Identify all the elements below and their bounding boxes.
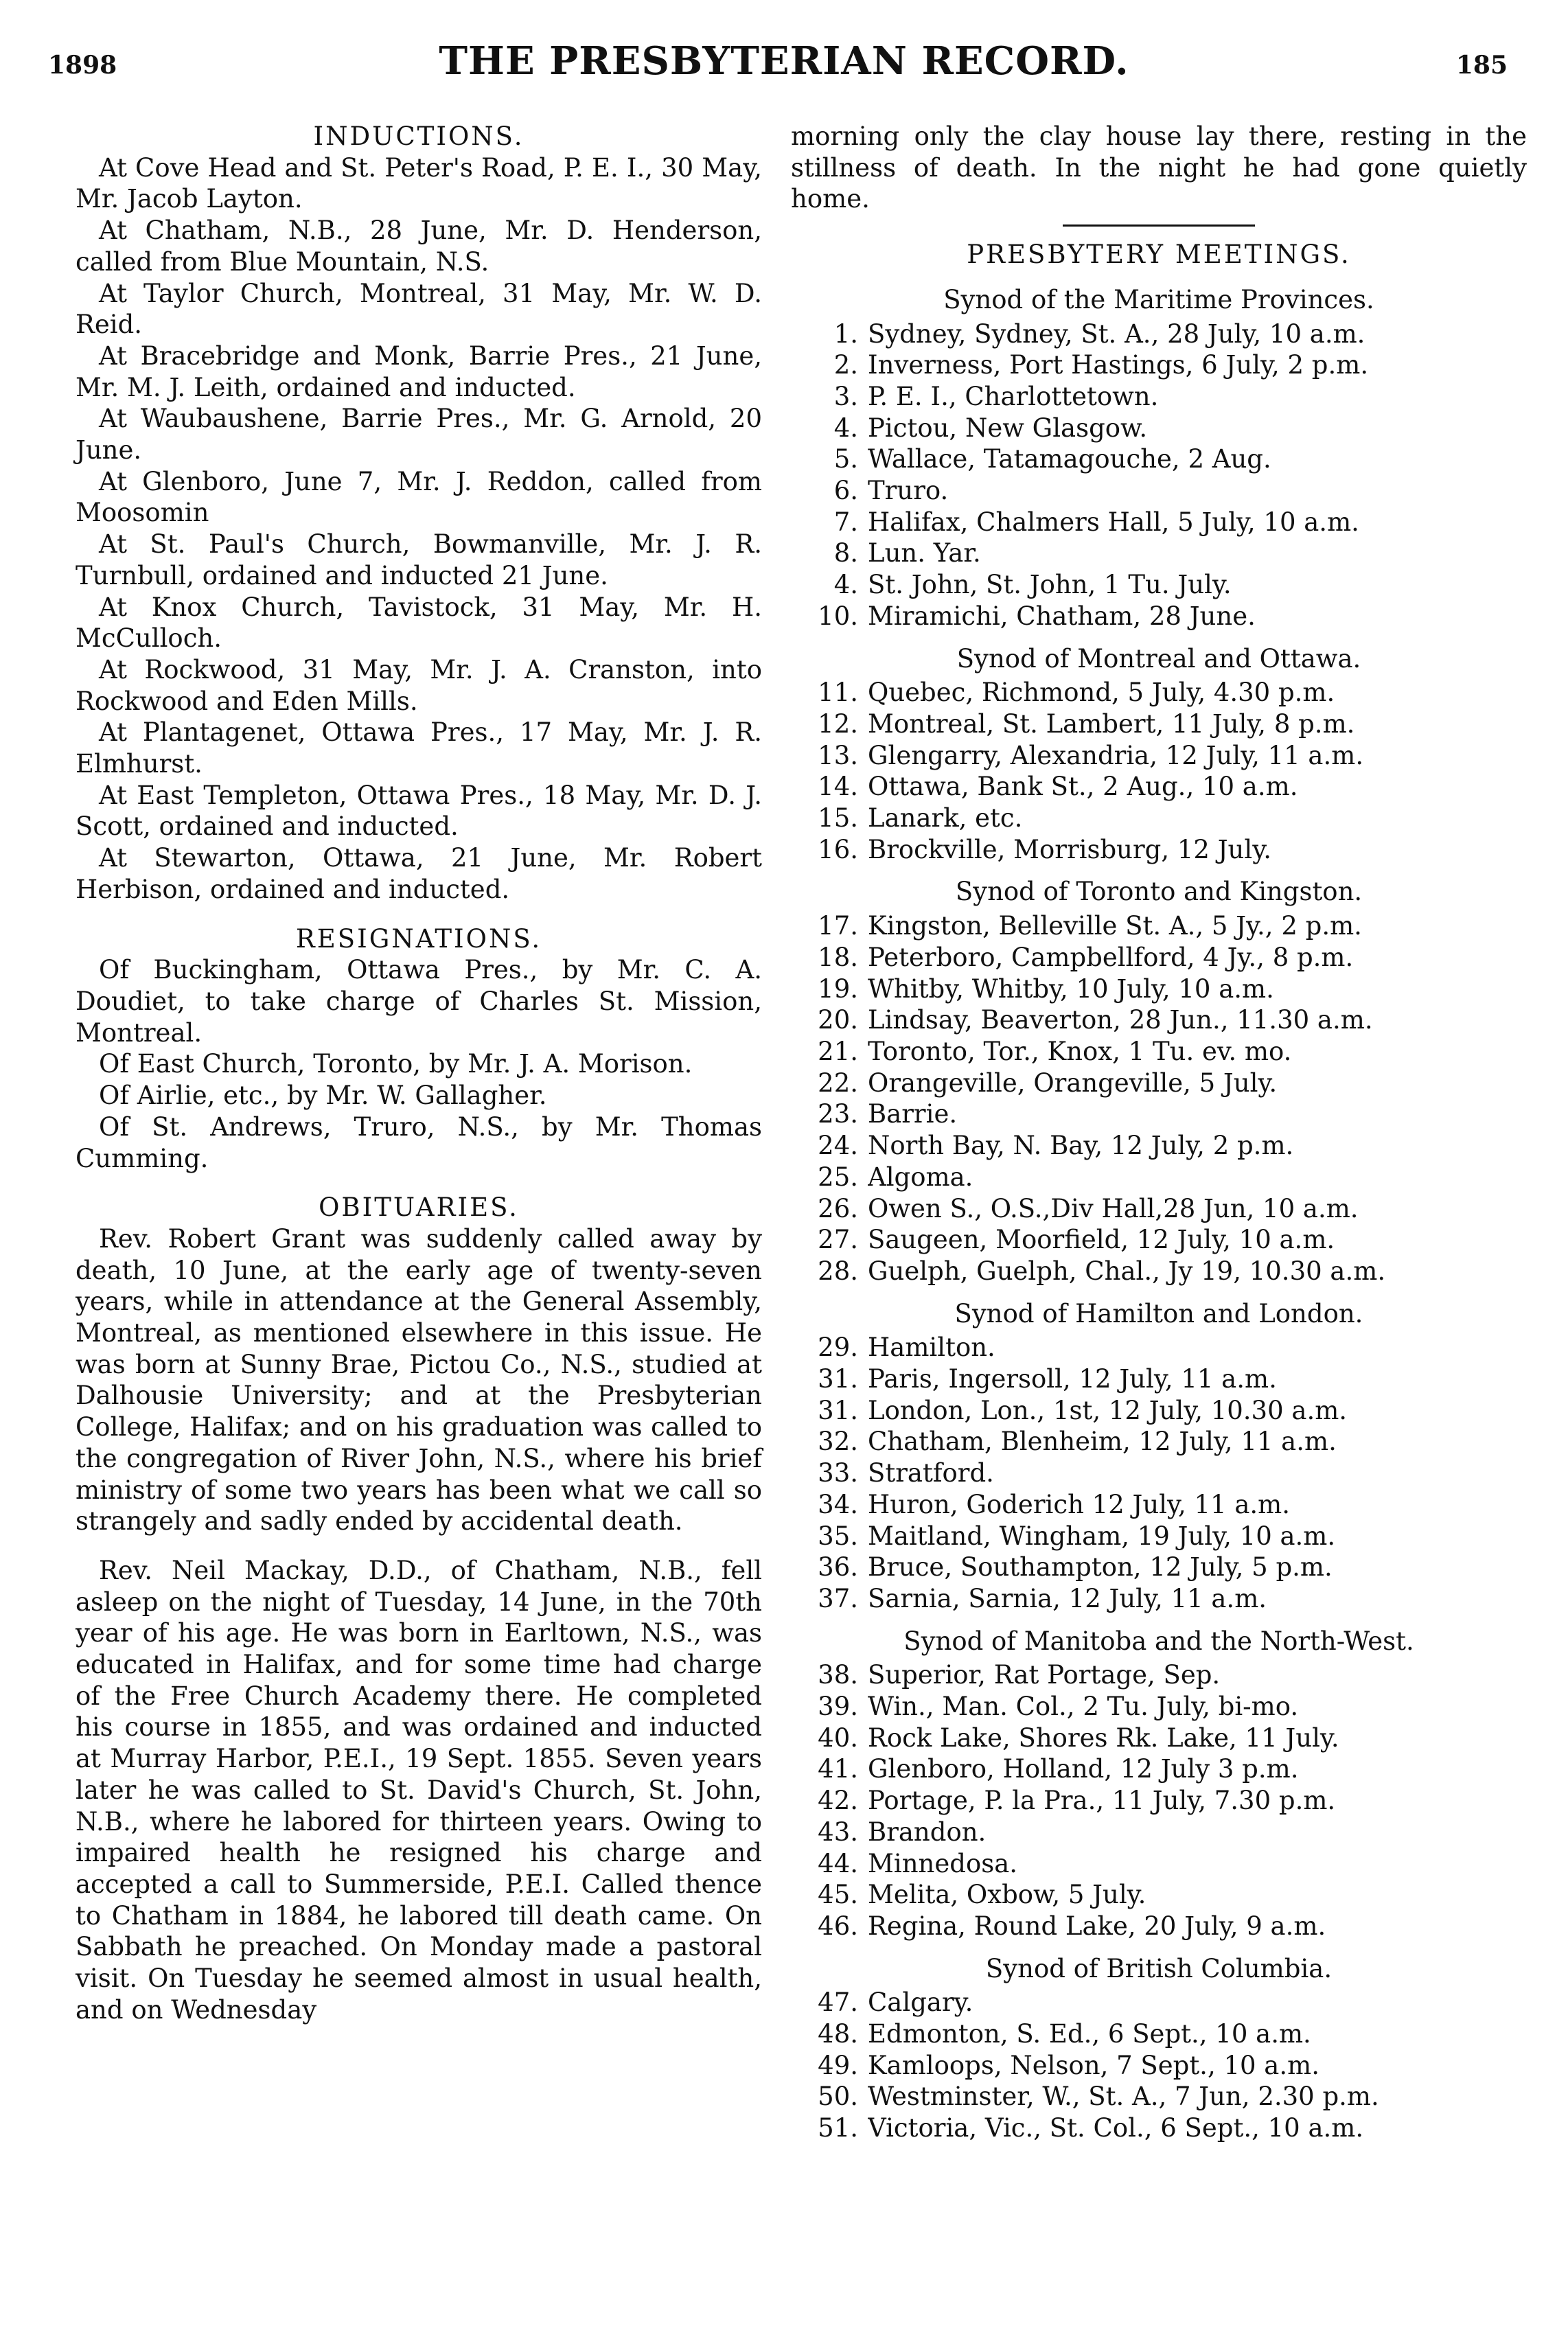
meeting-details: Owen S., O.S.,Div Hall,28 Jun, 10 a.m. [868, 1193, 1359, 1223]
induction-entry: At Taylor Church, Montreal, 31 May, Mr. W. D. Reid. [76, 278, 762, 340]
meeting-entry [791, 1691, 1527, 1723]
meeting-entry [791, 538, 1527, 569]
meeting-entry [791, 2112, 1527, 2144]
synod-heading: Synod of Montreal and Ottawa. [956, 643, 1361, 674]
meeting-number: 11. [818, 678, 858, 708]
induction-entry: At Plantagenet, Ottawa Pres., 17 May, Mr. J. R. Elmhurst. [76, 717, 762, 779]
meeting-number: 21. [818, 1036, 858, 1066]
meeting-entry [791, 1723, 1527, 1754]
left-column [76, 121, 762, 2025]
meeting-number: 13. [818, 740, 858, 770]
journal-title: THE PRESBYTERIAN RECORD. [439, 38, 1129, 84]
meeting-number: 3. [833, 381, 858, 411]
meeting-entry [791, 1256, 1527, 1287]
meeting-number: 33. [818, 1458, 858, 1488]
meeting-details: Pictou, New Glasgow. [868, 413, 1148, 443]
meeting-details: Stratford. [868, 1458, 994, 1488]
meeting-entry [791, 507, 1527, 538]
meeting-number: 51. [818, 2113, 858, 2143]
meeting-entry [791, 601, 1527, 632]
meeting-details: Lun. Yar. [868, 538, 981, 568]
meeting-details: Maitland, Wingham, 19 July, 10 a.m. [868, 1521, 1336, 1551]
meeting-details: Chatham, Blenheim, 12 July, 11 a.m. [868, 1427, 1337, 1457]
meeting-number: 42. [818, 1786, 858, 1816]
meeting-number: 18. [818, 942, 858, 972]
page-number: 185 [1455, 51, 1508, 80]
induction-entry: At Stewarton, Ottawa, 21 June, Mr. Robert Herbison, ordained and inducted. [76, 843, 762, 904]
meeting-entry [791, 1458, 1527, 1489]
meeting-entry [791, 740, 1527, 772]
meeting-details: Hamilton. [868, 1333, 995, 1363]
meeting-number: 44. [818, 1848, 858, 1878]
meeting-number: 35. [818, 1521, 858, 1551]
meeting-details: Sydney, Sydney, St. A., 28 July, 10 a.m. [868, 319, 1365, 349]
meeting-number: 23. [818, 1099, 858, 1129]
meeting-number: 5. [833, 444, 858, 474]
meeting-entry [791, 381, 1527, 413]
induction-entry: At Glenboro, June 7, Mr. J. Reddon, called from Moosomin [76, 466, 762, 528]
meeting-details: Bruce, Southampton, 12 July, 5 p.m. [868, 1552, 1333, 1582]
resignations-heading: RESIGNATIONS. [295, 923, 542, 954]
meeting-details: Whitby, Whitby, 10 July, 10 a.m. [868, 974, 1274, 1004]
meeting-details: Peterboro, Campbellford, 4 Jy., 8 p.m. [868, 942, 1354, 972]
meeting-number: 47. [818, 1988, 858, 2018]
meeting-number: 31. [818, 1395, 858, 1425]
meeting-entry [791, 319, 1527, 350]
meeting-entry [791, 1162, 1527, 1193]
meeting-details: Algoma. [868, 1162, 973, 1192]
meeting-details: Glengarry, Alexandria, 12 July, 11 a.m. [868, 740, 1364, 770]
meeting-number: 22. [818, 1068, 858, 1098]
meeting-details: Westminster, W., St. A., 7 Jun, 2.30 p.m. [868, 2082, 1379, 2112]
induction-entry: At East Templeton, Ottawa Pres., 18 May, Mr. D. J. Scott, ordained and inducted. [76, 780, 762, 842]
synod-block [791, 1626, 1527, 1950]
meeting-entry [791, 349, 1527, 381]
meeting-entry [791, 1036, 1527, 1068]
induction-entry: At St. Paul's Church, Bowmanville, Mr. J. R. Turnbull, ordained and inducted 21 June. [76, 529, 762, 590]
meeting-entry [791, 1817, 1527, 1848]
meeting-number: 24. [818, 1131, 858, 1161]
synod-block [791, 876, 1527, 1295]
meeting-entry [791, 1193, 1527, 1225]
meeting-details: Portage, P. la Pra., 11 July, 7.30 p.m. [868, 1786, 1336, 1816]
meeting-number: 10. [818, 601, 858, 631]
meeting-entry [791, 771, 1527, 803]
meeting-entry [791, 1785, 1527, 1817]
induction-entry: At Rockwood, 31 May, Mr. J. A. Cranston, into Rockwood and Eden Mills. [76, 654, 762, 716]
meeting-details: Rock Lake, Shores Rk. Lake, 11 July. [868, 1723, 1339, 1753]
meeting-entry [791, 413, 1527, 444]
meeting-details: P. E. I., Charlottetown. [868, 381, 1159, 411]
meeting-number: 37. [818, 1583, 858, 1613]
meeting-number: 31. [818, 1364, 858, 1394]
synod-block [791, 643, 1527, 874]
meeting-entry [791, 1848, 1527, 1880]
meeting-details: Paris, Ingersoll, 12 July, 11 a.m. [868, 1364, 1277, 1394]
meeting-entry [791, 834, 1527, 866]
resignation-entry: Of East Church, Toronto, by Mr. J. A. Morison. [99, 1049, 693, 1079]
meeting-details: Wallace, Tatamagouche, 2 Aug. [868, 444, 1271, 474]
meeting-number: 2. [833, 350, 858, 380]
meeting-entry [791, 1130, 1527, 1162]
meeting-details: Guelph, Guelph, Chal., Jy 19, 10.30 a.m. [868, 1256, 1386, 1286]
induction-entry: At Bracebridge and Monk, Barrie Pres., 21 June, Mr. M. J. Leith, ordained and inducted. [76, 341, 762, 402]
meeting-entry [791, 1879, 1527, 1911]
meeting-number: 25. [818, 1162, 858, 1192]
meeting-details: Superior, Rat Portage, Sep. [868, 1660, 1221, 1690]
synod-block [791, 284, 1527, 641]
obituary-paragraph: Rev. Robert Grant was suddenly called away by death, 10 June, at the early age of twenty-seven years, while in attendance at the General Assembly, Montreal, as mentioned elsewhere in this issue. He was born at Sunny Brae, Pictou Co., N.S., studied at Dalhousie University; and at the Presbyterian College, Halifax; and on his graduation was called to the congregation of River John, N.S., where his brief ministry of some two years has been what we call so strangely and sadly ended by accidental death. [76, 1223, 762, 1536]
meeting-number: 45. [818, 1880, 858, 1910]
synod-heading: Synod of the Maritime Provinces. [943, 284, 1374, 314]
meeting-entry [791, 1395, 1527, 1427]
meeting-number: 19. [818, 974, 858, 1004]
meeting-number: 46. [818, 1911, 858, 1941]
meeting-details: Brockville, Morrisburg, 12 July. [868, 834, 1271, 864]
meeting-entry [791, 1098, 1527, 1130]
meeting-entry [791, 1753, 1527, 1785]
meeting-details: Orangeville, Orangeville, 5 July. [868, 1068, 1278, 1098]
meeting-number: 29. [818, 1333, 858, 1363]
meeting-number: 39. [818, 1692, 858, 1722]
meeting-entry [791, 1659, 1527, 1691]
meeting-details: Ottawa, Bank St., 2 Aug., 10 a.m. [868, 772, 1298, 802]
meeting-number: 4. [833, 413, 858, 443]
meeting-entry [791, 803, 1527, 834]
meeting-entry [791, 1004, 1527, 1036]
resignation-entry: Of Buckingham, Ottawa Pres., by Mr. C. A. Doudiet, to take charge of Charles St. Mission, Montreal. [76, 955, 762, 1048]
meeting-entry [791, 910, 1527, 942]
meeting-entry [791, 709, 1527, 740]
induction-entry: At Waubaushene, Barrie Pres., Mr. G. Arnold, 20 June. [76, 404, 762, 465]
page-header [41, 38, 1527, 93]
meeting-details: Melita, Oxbow, 5 July. [868, 1880, 1146, 1910]
meeting-entry [791, 1521, 1527, 1552]
meeting-details: Calgary. [868, 1988, 973, 2018]
meeting-number: 17. [818, 911, 858, 941]
meeting-number: 48. [818, 2019, 858, 2049]
obituaries-heading: OBITUARIES. [319, 1193, 519, 1223]
meeting-details: Kamloops, Nelson, 7 Sept., 10 a.m. [868, 2050, 1319, 2080]
meeting-number: 15. [818, 803, 858, 833]
meeting-details: Toronto, Tor., Knox, 1 Tu. ev. mo. [868, 1036, 1292, 1066]
meeting-number: 50. [818, 2082, 858, 2112]
meeting-details: Montreal, St. Lambert, 11 July, 8 p.m. [868, 709, 1355, 739]
meeting-entry [791, 974, 1527, 1005]
meeting-details: Truro. [868, 476, 949, 506]
resignation-entry: Of St. Andrews, Truro, N.S., by Mr. Thomas Cumming. [76, 1112, 762, 1173]
meeting-number: 7. [833, 507, 858, 537]
meeting-number: 12. [818, 709, 858, 739]
meeting-details: Inverness, Port Hastings, 6 July, 2 p.m. [868, 350, 1369, 380]
meeting-details: London, Lon., 1st, 12 July, 10.30 a.m. [868, 1395, 1348, 1425]
meeting-details: North Bay, N. Bay, 12 July, 2 p.m. [868, 1131, 1294, 1161]
synod-heading: Synod of Manitoba and the North-West. [903, 1626, 1414, 1656]
meeting-number: 6. [833, 476, 858, 506]
meeting-details: Lindsay, Beaverton, 28 Jun., 11.30 a.m. [868, 1005, 1373, 1035]
induction-entry: At Cove Head and St. Peter's Road, P. E. I., 30 May, Mr. Jacob Layton. [76, 152, 762, 214]
meeting-details: Edmonton, S. Ed., 6 Sept., 10 a.m. [868, 2019, 1311, 2049]
meeting-number: 36. [818, 1552, 858, 1582]
induction-entry: At Chatham, N.B., 28 June, Mr. D. Henderson, called from Blue Mountain, N.S. [76, 216, 762, 277]
obituary-continuation: morning only the clay house lay there, resting in the stillness of death. In the night he had gone quietly home. [791, 122, 1527, 214]
inductions-heading: INDUCTIONS. [313, 122, 524, 151]
meeting-number: 49. [818, 2050, 858, 2080]
presbytery-meetings-heading: PRESBYTERY MEETINGS. [967, 240, 1351, 270]
meeting-details: Barrie. [868, 1099, 958, 1129]
meeting-number: 38. [818, 1660, 858, 1690]
meeting-details: Regina, Round Lake, 20 July, 9 a.m. [868, 1911, 1326, 1941]
meeting-number: 34. [818, 1489, 858, 1519]
meeting-number: 28. [818, 1256, 858, 1286]
meeting-entry [791, 444, 1527, 475]
meeting-entry [791, 1068, 1527, 1099]
meeting-entry [791, 1426, 1527, 1458]
meeting-entry [791, 1363, 1527, 1395]
meeting-entry [791, 1552, 1527, 1583]
meeting-entry [791, 2081, 1527, 2112]
synods-list [791, 284, 1527, 2152]
meeting-number: 16. [818, 834, 858, 864]
meeting-entry [791, 677, 1527, 709]
meeting-details: Kingston, Belleville St. A., 5 Jy., 2 p.m. [868, 911, 1362, 941]
meeting-details: Halifax, Chalmers Hall, 5 July, 10 a.m. [868, 507, 1359, 537]
meeting-entry [791, 1489, 1527, 1521]
meeting-details: Huron, Goderich 12 July, 11 a.m. [868, 1489, 1291, 1519]
resignation-entry: Of Airlie, etc., by Mr. W. Gallagher. [99, 1081, 547, 1111]
meeting-entry [791, 1583, 1527, 1615]
meeting-details: St. John, St. John, 1 Tu. July. [868, 570, 1232, 600]
obituary-paragraph: Rev. Neil Mackay, D.D., of Chatham, N.B., fell asleep on the night of Tuesday, 14 June, in the 70th year of his age. He was born in Earltown, N.S., was educated in Halifax, and for some time had charge of the Free Church Academy there. He completed his course in 1855, and was ordained and inducted at Murray Harbor, P.E.I., 19 Sept. 1855. Seven years later he was called to St. David's Church, St. John, N.B., where he labored for thirteen years. Owing to impaired health he resigned his charge and accepted a call to Summerside, P.E.I. Called thence to Chatham in 1884, he labored till death came. On Sabbath he preached. On Monday made a pastoral visit. On Tuesday he seemed almost in usual health, and on Wednesday [76, 1555, 762, 2025]
meeting-details: Brandon. [868, 1817, 987, 1847]
meeting-number: 20. [818, 1005, 858, 1035]
meeting-entry [791, 2050, 1527, 2082]
right-column [791, 121, 1527, 2152]
meeting-entry [791, 475, 1527, 507]
meeting-entry [791, 1911, 1527, 1942]
meeting-entry [791, 569, 1527, 601]
synod-heading: Synod of Toronto and Kingston. [955, 877, 1363, 907]
meeting-details: Glenboro, Holland, 12 July 3 p.m. [868, 1754, 1299, 1784]
synod-heading: Synod of British Columbia. [985, 1953, 1333, 1983]
synod-heading: Synod of Hamilton and London. [954, 1298, 1363, 1328]
meeting-number: 43. [818, 1817, 858, 1847]
meeting-number: 8. [833, 538, 858, 568]
meeting-entry [791, 1332, 1527, 1363]
meeting-entry [791, 1987, 1527, 2018]
synod-block [791, 1953, 1527, 2152]
meeting-number: 27. [818, 1225, 858, 1255]
meeting-number: 32. [818, 1427, 858, 1457]
meeting-number: 4. [833, 570, 858, 600]
meeting-entry [791, 1224, 1527, 1256]
meeting-entry [791, 2018, 1527, 2050]
meeting-details: Lanark, etc. [868, 803, 1023, 833]
synod-block [791, 1298, 1527, 1623]
meeting-number: 40. [818, 1723, 858, 1753]
meeting-number: 41. [818, 1754, 858, 1784]
header-year: 1898 [48, 51, 117, 80]
meeting-details: Saugeen, Moorfield, 12 July, 10 a.m. [868, 1225, 1335, 1255]
inductions-list [76, 152, 762, 906]
meeting-entry [791, 942, 1527, 974]
meeting-number: 1. [833, 319, 858, 349]
section-divider [1063, 225, 1255, 227]
induction-entry: At Knox Church, Tavistock, 31 May, Mr. H. McCulloch. [76, 592, 762, 654]
meeting-details: Victoria, Vic., St. Col., 6 Sept., 10 a.m. [868, 2113, 1364, 2143]
meeting-details: Quebec, Richmond, 5 July, 4.30 p.m. [868, 678, 1335, 708]
resignations-list [76, 954, 762, 1174]
meeting-number: 14. [818, 772, 858, 802]
meeting-number: 26. [818, 1193, 858, 1223]
meeting-details: Win., Man. Col., 2 Tu. July, bi-mo. [868, 1692, 1299, 1722]
meeting-details: Sarnia, Sarnia, 12 July, 11 a.m. [868, 1583, 1267, 1613]
meeting-details: Miramichi, Chatham, 28 June. [868, 601, 1256, 631]
meeting-details: Minnedosa. [868, 1848, 1018, 1878]
